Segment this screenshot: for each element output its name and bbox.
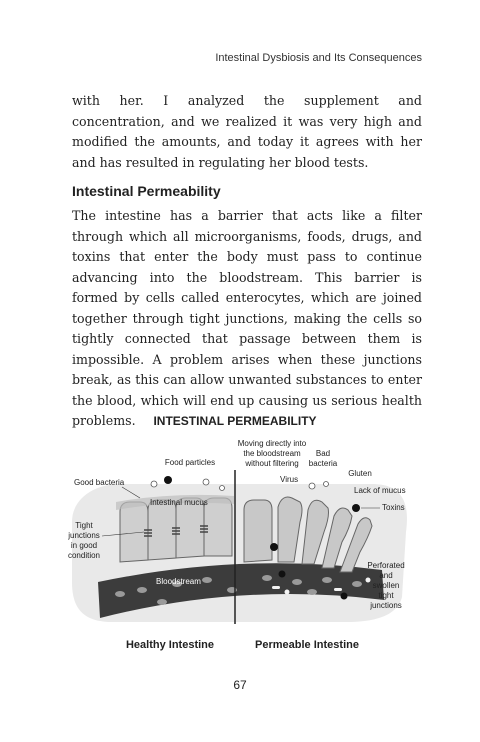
label-perf-2: and <box>379 571 393 580</box>
label-perf-4: tight <box>378 591 394 600</box>
label-lack-of-mucus: Lack of mucus <box>354 486 406 495</box>
label-tight-3: in good <box>70 541 98 550</box>
label-bad-2: bacteria <box>308 459 338 468</box>
paragraph-1: with her. I analyzed the supplement and concentration, and we realized it was very high and modified the amounts, and today it agrees with her and has resulted in regulating her blood tests. <box>72 93 422 170</box>
label-moving-1: Moving directly into <box>237 439 307 448</box>
label-gluten: Gluten <box>348 469 372 478</box>
page-number: 67 <box>233 678 247 692</box>
label-bad-1: Bad <box>315 449 331 458</box>
label-intestinal-mucus: Intestinal mucus <box>150 498 208 507</box>
label-moving-3: without filtering <box>245 459 299 468</box>
label-food-particles: Food particles <box>164 458 216 467</box>
label-bloodstream: Bloodstream <box>156 577 201 586</box>
figure-title: INTESTINAL PERMEABILITY <box>153 414 317 428</box>
label-perf-3: swollen <box>372 581 400 590</box>
label-tight-2: junctions <box>68 531 100 540</box>
label-tight-4: condition <box>67 551 101 560</box>
label-perf-1: Perforated <box>367 561 405 570</box>
label-toxins: Toxins <box>382 503 405 512</box>
paragraph-2: The intestine has a barrier that acts like a filter through which all microorganisms, foods, drugs, and toxins that enter the body must pass to continue advancing into the bloodstream. This barrier is formed by cells called enterocytes, which are joined together through tight junctions, making the cells so tightly connected that passage between them is impossible. A problem arises when these junctions break, as this can allow unwanted substances to enter the blood, which will end up causing us serious health problems. <box>72 208 422 428</box>
running-header: Intestinal Dysbiosis and Its Consequences <box>215 52 422 64</box>
label-perf-5: junctions <box>370 601 402 610</box>
section-title: Intestinal Permeability <box>72 183 221 199</box>
label-good-bacteria: Good bacteria <box>74 478 125 487</box>
intestinal-permeability-figure <box>67 412 410 657</box>
label-moving-2: the bloodstream <box>243 449 301 458</box>
toxin-particle <box>164 476 172 484</box>
caption-healthy: Healthy Intestine <box>125 639 215 651</box>
caption-permeable: Permeable Intestine <box>255 639 359 651</box>
healthy-cells <box>120 498 232 562</box>
label-virus: Virus <box>280 475 299 484</box>
label-tight-1: Tight <box>75 521 93 530</box>
